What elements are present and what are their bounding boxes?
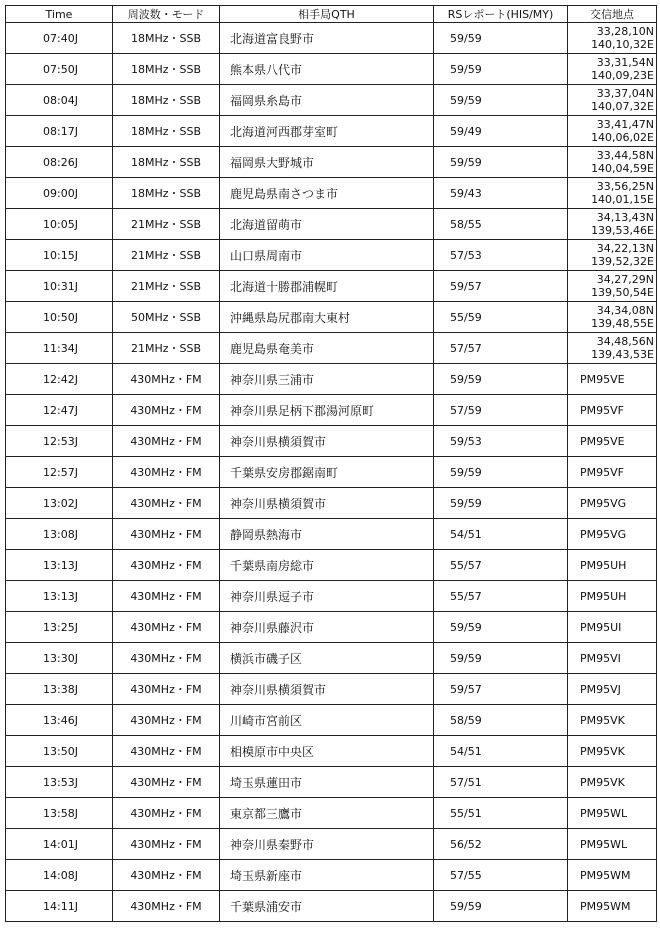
cell-band-mode: 18MHz・SSB	[113, 178, 220, 209]
table-row	[6, 116, 657, 147]
cell-band-mode: 18MHz・SSB	[113, 23, 220, 54]
table-row	[6, 23, 657, 54]
cell-grid-locator: PM95UH	[568, 550, 657, 581]
latitude: 34,27,29N	[596, 273, 654, 286]
cell-qth: 千葉県浦安市	[220, 891, 434, 922]
cell-grid-locator: PM95VE	[568, 426, 657, 457]
cell-location-coords	[568, 302, 657, 333]
cell-time: 10:50J	[6, 302, 113, 333]
table-row	[6, 302, 657, 333]
latitude: 34,13,43N	[596, 211, 654, 224]
cell-time: 12:42J	[6, 364, 113, 395]
cell-grid-locator: PM95VG	[568, 519, 657, 550]
cell-grid-locator: PM95UH	[568, 581, 657, 612]
cell-band-mode: 18MHz・SSB	[113, 116, 220, 147]
table-row	[6, 54, 657, 85]
cell-grid-locator: PM95VI	[568, 643, 657, 674]
header-qth: 相手局QTH	[220, 6, 434, 23]
cell-time: 13:38J	[6, 674, 113, 705]
cell-rs-report: 59/57	[434, 674, 568, 705]
cell-qth: 北海道河西郡芽室町	[220, 116, 434, 147]
latitude: 34,22,13N	[596, 242, 654, 255]
cell-band-mode: 430MHz・FM	[113, 891, 220, 922]
cell-rs-report: 55/51	[434, 798, 568, 829]
cell-band-mode: 430MHz・FM	[113, 674, 220, 705]
cell-qth: 福岡県糸島市	[220, 85, 434, 116]
cell-time: 10:31J	[6, 271, 113, 302]
contact-log-table	[5, 5, 657, 922]
cell-qth: 沖縄県島尻郡南大東村	[220, 302, 434, 333]
table-row	[6, 736, 657, 767]
table-row	[6, 147, 657, 178]
header-row	[6, 6, 657, 23]
cell-rs-report: 57/59	[434, 395, 568, 426]
table-row	[6, 426, 657, 457]
cell-band-mode: 430MHz・FM	[113, 612, 220, 643]
latitude: 34,48,56N	[596, 335, 654, 348]
cell-band-mode: 430MHz・FM	[113, 550, 220, 581]
cell-qth: 神奈川県横須賀市	[220, 488, 434, 519]
cell-location-coords	[568, 178, 657, 209]
cell-rs-report: 55/57	[434, 581, 568, 612]
cell-grid-locator: PM95VK	[568, 736, 657, 767]
cell-rs-report: 59/59	[434, 643, 568, 674]
cell-time: 13:13J	[6, 550, 113, 581]
cell-time: 12:53J	[6, 426, 113, 457]
cell-rs-report: 55/59	[434, 302, 568, 333]
latitude: 33,41,47N	[596, 118, 654, 131]
longitude: 139,43,53E	[591, 348, 654, 361]
cell-time: 08:26J	[6, 147, 113, 178]
cell-time: 13:08J	[6, 519, 113, 550]
cell-qth: 北海道留萌市	[220, 209, 434, 240]
table-row	[6, 178, 657, 209]
cell-time: 14:11J	[6, 891, 113, 922]
cell-band-mode: 430MHz・FM	[113, 798, 220, 829]
table-row	[6, 395, 657, 426]
cell-time: 13:50J	[6, 736, 113, 767]
cell-band-mode: 430MHz・FM	[113, 581, 220, 612]
cell-location-coords	[568, 333, 657, 364]
cell-time: 13:13J	[6, 581, 113, 612]
header-rs-report: RSレポート(HIS/MY)	[434, 6, 568, 23]
cell-qth: 東京都三鷹市	[220, 798, 434, 829]
cell-time: 14:01J	[6, 829, 113, 860]
cell-grid-locator: PM95UI	[568, 612, 657, 643]
cell-grid-locator: PM95VK	[568, 767, 657, 798]
cell-band-mode: 21MHz・SSB	[113, 333, 220, 364]
table-row	[6, 891, 657, 922]
cell-band-mode: 430MHz・FM	[113, 705, 220, 736]
cell-qth: 北海道富良野市	[220, 23, 434, 54]
table-row	[6, 240, 657, 271]
cell-qth: 神奈川県逗子市	[220, 581, 434, 612]
cell-band-mode: 21MHz・SSB	[113, 209, 220, 240]
table-row	[6, 209, 657, 240]
cell-band-mode: 430MHz・FM	[113, 860, 220, 891]
latitude: 33,56,25N	[596, 180, 654, 193]
table-row	[6, 271, 657, 302]
longitude: 140,06,02E	[591, 131, 654, 144]
cell-location-coords	[568, 147, 657, 178]
cell-rs-report: 59/59	[434, 891, 568, 922]
latitude: 33,31,54N	[596, 56, 654, 69]
cell-time: 13:02J	[6, 488, 113, 519]
cell-band-mode: 430MHz・FM	[113, 488, 220, 519]
latitude: 33,44,58N	[596, 149, 654, 162]
cell-location-coords	[568, 209, 657, 240]
cell-time: 07:50J	[6, 54, 113, 85]
cell-rs-report: 59/59	[434, 364, 568, 395]
cell-time: 13:25J	[6, 612, 113, 643]
cell-rs-report: 59/57	[434, 271, 568, 302]
cell-time: 08:17J	[6, 116, 113, 147]
longitude: 140,10,32E	[591, 38, 654, 51]
table-row	[6, 364, 657, 395]
cell-band-mode: 430MHz・FM	[113, 457, 220, 488]
cell-time: 13:46J	[6, 705, 113, 736]
cell-time: 12:47J	[6, 395, 113, 426]
longitude: 140,09,23E	[591, 69, 654, 82]
cell-time: 11:34J	[6, 333, 113, 364]
cell-rs-report: 59/59	[434, 147, 568, 178]
longitude: 139,48,55E	[591, 317, 654, 330]
cell-qth: 神奈川県藤沢市	[220, 612, 434, 643]
cell-qth: 神奈川県横須賀市	[220, 426, 434, 457]
cell-qth: 鹿児島県奄美市	[220, 333, 434, 364]
cell-band-mode: 430MHz・FM	[113, 426, 220, 457]
cell-qth: 川崎市宮前区	[220, 705, 434, 736]
cell-rs-report: 58/59	[434, 705, 568, 736]
cell-qth: 神奈川県秦野市	[220, 829, 434, 860]
cell-rs-report: 57/57	[434, 333, 568, 364]
cell-time: 13:53J	[6, 767, 113, 798]
cell-qth: 埼玉県蓮田市	[220, 767, 434, 798]
cell-band-mode: 430MHz・FM	[113, 519, 220, 550]
cell-band-mode: 430MHz・FM	[113, 829, 220, 860]
table-row	[6, 550, 657, 581]
cell-rs-report: 59/43	[434, 178, 568, 209]
cell-grid-locator: PM95VF	[568, 457, 657, 488]
cell-qth: 神奈川県三浦市	[220, 364, 434, 395]
latitude: 33,37,04N	[596, 87, 654, 100]
cell-time: 07:40J	[6, 23, 113, 54]
cell-qth: 横浜市磯子区	[220, 643, 434, 674]
table-row	[6, 829, 657, 860]
header-locator: 交信地点	[568, 6, 657, 23]
longitude: 140,01,15E	[591, 193, 654, 206]
cell-qth: 相模原市中央区	[220, 736, 434, 767]
cell-rs-report: 57/51	[434, 767, 568, 798]
table-row	[6, 705, 657, 736]
table-row	[6, 860, 657, 891]
header-band-mode: 周波数・モード	[113, 6, 220, 23]
cell-time: 10:05J	[6, 209, 113, 240]
longitude: 139,52,32E	[591, 255, 654, 268]
header-time: Time	[6, 6, 113, 23]
cell-grid-locator: PM95WL	[568, 798, 657, 829]
cell-band-mode: 18MHz・SSB	[113, 85, 220, 116]
cell-qth: 鹿児島県南さつま市	[220, 178, 434, 209]
cell-rs-report: 54/51	[434, 519, 568, 550]
log-body	[6, 23, 657, 922]
cell-band-mode: 430MHz・FM	[113, 767, 220, 798]
cell-qth: 千葉県安房郡鋸南町	[220, 457, 434, 488]
cell-location-coords	[568, 116, 657, 147]
cell-qth: 神奈川県足柄下郡湯河原町	[220, 395, 434, 426]
cell-grid-locator: PM95VE	[568, 364, 657, 395]
cell-qth: 静岡県熱海市	[220, 519, 434, 550]
longitude: 139,53,46E	[591, 224, 654, 237]
cell-qth: 熊本県八代市	[220, 54, 434, 85]
cell-qth: 埼玉県新座市	[220, 860, 434, 891]
cell-location-coords	[568, 240, 657, 271]
table-row	[6, 488, 657, 519]
cell-rs-report: 59/59	[434, 54, 568, 85]
cell-grid-locator: PM95VK	[568, 705, 657, 736]
cell-band-mode: 18MHz・SSB	[113, 147, 220, 178]
cell-grid-locator: PM95WL	[568, 829, 657, 860]
cell-rs-report: 59/59	[434, 85, 568, 116]
cell-location-coords	[568, 54, 657, 85]
cell-qth: 北海道十勝郡浦幌町	[220, 271, 434, 302]
cell-band-mode: 18MHz・SSB	[113, 54, 220, 85]
cell-rs-report: 58/55	[434, 209, 568, 240]
cell-time: 13:58J	[6, 798, 113, 829]
cell-time: 10:15J	[6, 240, 113, 271]
table-row	[6, 519, 657, 550]
table-row	[6, 457, 657, 488]
cell-qth: 千葉県南房総市	[220, 550, 434, 581]
cell-rs-report: 59/53	[434, 426, 568, 457]
longitude: 139,50,54E	[591, 286, 654, 299]
table-row	[6, 798, 657, 829]
cell-location-coords	[568, 85, 657, 116]
cell-rs-report: 59/49	[434, 116, 568, 147]
latitude: 34,34,08N	[596, 304, 654, 317]
cell-time: 08:04J	[6, 85, 113, 116]
table-row	[6, 85, 657, 116]
latitude: 33,28,10N	[596, 25, 654, 38]
table-row	[6, 643, 657, 674]
cell-time: 12:57J	[6, 457, 113, 488]
cell-grid-locator: PM95VJ	[568, 674, 657, 705]
cell-time: 13:30J	[6, 643, 113, 674]
cell-location-coords	[568, 271, 657, 302]
cell-rs-report: 55/57	[434, 550, 568, 581]
longitude: 140,04,59E	[591, 162, 654, 175]
cell-band-mode: 430MHz・FM	[113, 643, 220, 674]
cell-rs-report: 57/53	[434, 240, 568, 271]
table-row	[6, 581, 657, 612]
cell-rs-report: 59/59	[434, 612, 568, 643]
table-row	[6, 767, 657, 798]
table-row	[6, 333, 657, 364]
cell-band-mode: 430MHz・FM	[113, 364, 220, 395]
cell-time: 14:08J	[6, 860, 113, 891]
longitude: 140,07,32E	[591, 100, 654, 113]
cell-rs-report: 59/59	[434, 488, 568, 519]
cell-grid-locator: PM95VG	[568, 488, 657, 519]
cell-qth: 福岡県大野城市	[220, 147, 434, 178]
cell-grid-locator: PM95WM	[568, 891, 657, 922]
cell-qth: 神奈川県横須賀市	[220, 674, 434, 705]
cell-rs-report: 59/59	[434, 457, 568, 488]
cell-location-coords	[568, 23, 657, 54]
cell-band-mode: 430MHz・FM	[113, 736, 220, 767]
cell-grid-locator: PM95WM	[568, 860, 657, 891]
cell-band-mode: 21MHz・SSB	[113, 240, 220, 271]
table-row	[6, 612, 657, 643]
cell-qth: 山口県周南市	[220, 240, 434, 271]
cell-rs-report: 54/51	[434, 736, 568, 767]
cell-rs-report: 56/52	[434, 829, 568, 860]
cell-band-mode: 430MHz・FM	[113, 395, 220, 426]
table-row	[6, 674, 657, 705]
cell-grid-locator: PM95VF	[568, 395, 657, 426]
cell-time: 09:00J	[6, 178, 113, 209]
cell-rs-report: 59/59	[434, 23, 568, 54]
cell-rs-report: 57/55	[434, 860, 568, 891]
cell-band-mode: 21MHz・SSB	[113, 271, 220, 302]
cell-band-mode: 50MHz・SSB	[113, 302, 220, 333]
